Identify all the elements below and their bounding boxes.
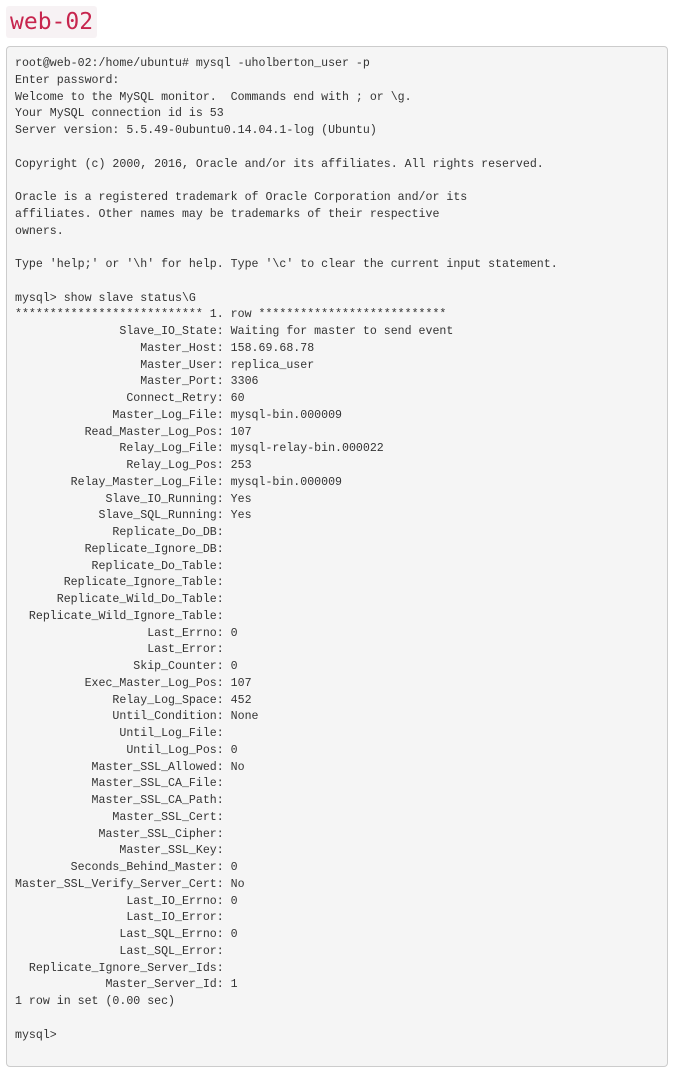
terminal-line: Last_SQL_Error: (15, 944, 231, 958)
terminal-line: mysql> (15, 1028, 64, 1042)
terminal-line: Until_Condition: None (15, 710, 259, 724)
terminal-line: Copyright (c) 2000, 2016, Oracle and/or its affiliates. All rights reserved. (15, 157, 544, 171)
terminal-line: Relay_Log_File: mysql-relay-bin.000022 (15, 442, 384, 456)
terminal-line: Master_Port: 3306 (15, 375, 259, 389)
terminal-line: Replicate_Ignore_DB: (15, 542, 231, 556)
terminal-line: Master_Log_File: mysql-bin.000009 (15, 408, 342, 422)
terminal-line: Last_IO_Error: (15, 911, 231, 925)
terminal-line: Relay_Master_Log_File: mysql-bin.000009 (15, 475, 342, 489)
terminal-line: Relay_Log_Pos: 253 (15, 459, 252, 472)
terminal-line: Last_IO_Errno: 0 (15, 894, 238, 908)
terminal-line (15, 1011, 659, 1028)
terminal-line: Replicate_Wild_Do_Table: (15, 593, 231, 606)
terminal-line: *************************** 1. row *************************** (15, 308, 447, 322)
terminal-line: Oracle is a registered trademark of Oracle Corporation and/or its (15, 191, 468, 204)
terminal-line: Master_SSL_Cert: (15, 810, 231, 824)
terminal-line: Master_SSL_Key: (15, 844, 231, 858)
terminal-line: Read_Master_Log_Pos: 107 (15, 425, 252, 439)
terminal-line: 1 row in set (0.00 sec) (15, 995, 176, 1008)
terminal-line: Last_SQL_Errno: 0 (15, 928, 238, 941)
terminal-line: Seconds_Behind_Master: 0 (15, 861, 238, 874)
terminal-line: Replicate_Wild_Ignore_Table: (15, 609, 231, 623)
terminal-line (15, 274, 659, 291)
terminal-text (15, 56, 659, 1044)
terminal-line: mysql> show slave status\G (15, 291, 196, 305)
host-label: web-02 (6, 6, 97, 38)
terminal-line: Enter password: (15, 73, 120, 87)
terminal-line: Slave_SQL_Running: Yes (15, 509, 252, 523)
terminal-output[interactable] (6, 46, 668, 1067)
terminal-line: Your MySQL connection id is 53 (15, 107, 224, 121)
terminal-line: Type 'help;' or '\h' for help. Type '\c' to clear the current input statement. (15, 258, 558, 271)
terminal-line: Last_Errno: 0 (15, 626, 238, 640)
terminal-line: Master_User: replica_user (15, 358, 315, 372)
terminal-line: Last_Error: (15, 643, 231, 657)
terminal-line: Server version: 5.5.49-0ubuntu0.14.04.1-log (Ubuntu) (15, 124, 377, 137)
terminal-line: Master_SSL_Verify_Server_Cert: No (15, 877, 245, 891)
terminal-line: Master_SSL_Cipher: (15, 827, 231, 841)
terminal-line: Master_SSL_CA_File: (15, 777, 231, 791)
terminal-line: affiliates. Other names may be trademarks of their respective (15, 207, 440, 221)
terminal-line: Master_Server_Id: 1 (15, 978, 238, 992)
terminal-line: Skip_Counter: 0 (15, 660, 238, 673)
terminal-line: Until_Log_Pos: 0 (15, 743, 238, 757)
terminal-line: root@web-02:/home/ubuntu# mysql -uholberton_user -p (15, 57, 370, 70)
terminal-line: Replicate_Ignore_Table: (15, 576, 231, 590)
terminal-line: Exec_Master_Log_Pos: 107 (15, 676, 252, 690)
terminal-line (15, 240, 659, 257)
terminal-line: Slave_IO_State: Waiting for master to send event (15, 325, 454, 338)
terminal-line (15, 140, 659, 157)
terminal-line: Replicate_Do_DB: (15, 526, 231, 539)
terminal-line: Until_Log_File: (15, 727, 231, 740)
terminal-line: owners. (15, 224, 64, 238)
terminal-line: Connect_Retry: 60 (15, 392, 245, 405)
terminal-line: Relay_Log_Space: 452 (15, 693, 252, 707)
terminal-line: Master_SSL_Allowed: No (15, 760, 245, 774)
terminal-line: Master_Host: 158.69.68.78 (15, 341, 315, 355)
terminal-line: Slave_IO_Running: Yes (15, 492, 252, 506)
terminal-line (15, 173, 659, 190)
terminal-line: Replicate_Ignore_Server_Ids: (15, 961, 231, 975)
terminal-line: Master_SSL_CA_Path: (15, 794, 231, 807)
terminal-line: Replicate_Do_Table: (15, 559, 231, 573)
terminal-line: Welcome to the MySQL monitor. Commands end with ; or \g. (15, 90, 412, 104)
